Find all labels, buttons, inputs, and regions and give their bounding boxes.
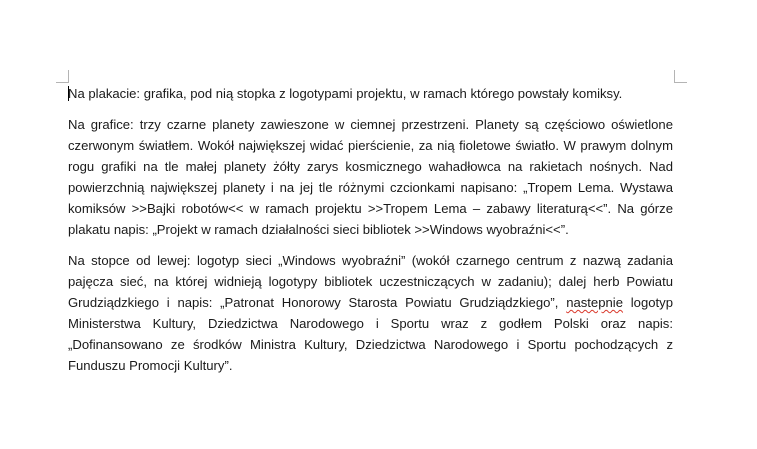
top-right-margin-mark <box>674 70 687 83</box>
document-body[interactable] <box>68 83 673 386</box>
paragraph-graphic-description[interactable]: Na grafice: trzy czarne planety zawieszone w ciemnej przestrzeni. Planety są częściowo oświetlone czerwonym światłem. Wokół największej widać pierścienie, za nią fioletowe światło. W prawym dolnym rogu grafiki na tle małej planety żółty zarys kosmicznego wahadłowca na rakietach nośnych. Nad powierzchnią największej planety i na jej tle różnymi czcionkami napisano: „Tropem Lema. Wystawa komiksów >>Bajki robotów<< w ramach projektu >>Tropem Lema – zabawy literaturą<<”. Na górze plakatu napis: „Projekt w ramach działalności sieci bibliotek >>Windows wyobraźni<<”. <box>68 117 673 237</box>
footer-text-after: logotyp Ministerstwa Kultury, Dziedzictwa Narodowego i Sportu wraz z godłem Polski oraz napis: „Dofinansowano ze środków Ministra Kultury, Dziedzictwa Narodowego i Sportu pochodzących z Funduszu Promocji Kultury”. <box>68 295 673 373</box>
top-left-margin-mark <box>56 70 69 83</box>
spellcheck-flagged-word[interactable]: nastepnie <box>566 295 623 310</box>
paragraph-footer-description[interactable] <box>68 250 673 376</box>
paragraph-poster-summary[interactable]: Na plakacie: grafika, pod nią stopka z logotypami projektu, w ramach którego powstały komiksy. <box>68 86 623 101</box>
footer-text-before: Na stopce od lewej: logotyp sieci „Windows wyobraźni” (wokół czarnego centrum z nazwą zadania pajęcza sieć, na której widnieją logotypy bibliotek uczestniczących w zadaniu); dalej herb Powiatu Grudziądzkiego i napis: „Patronat Honorowy Starosta Powiatu Grudziądzkiego”, <box>68 253 673 310</box>
